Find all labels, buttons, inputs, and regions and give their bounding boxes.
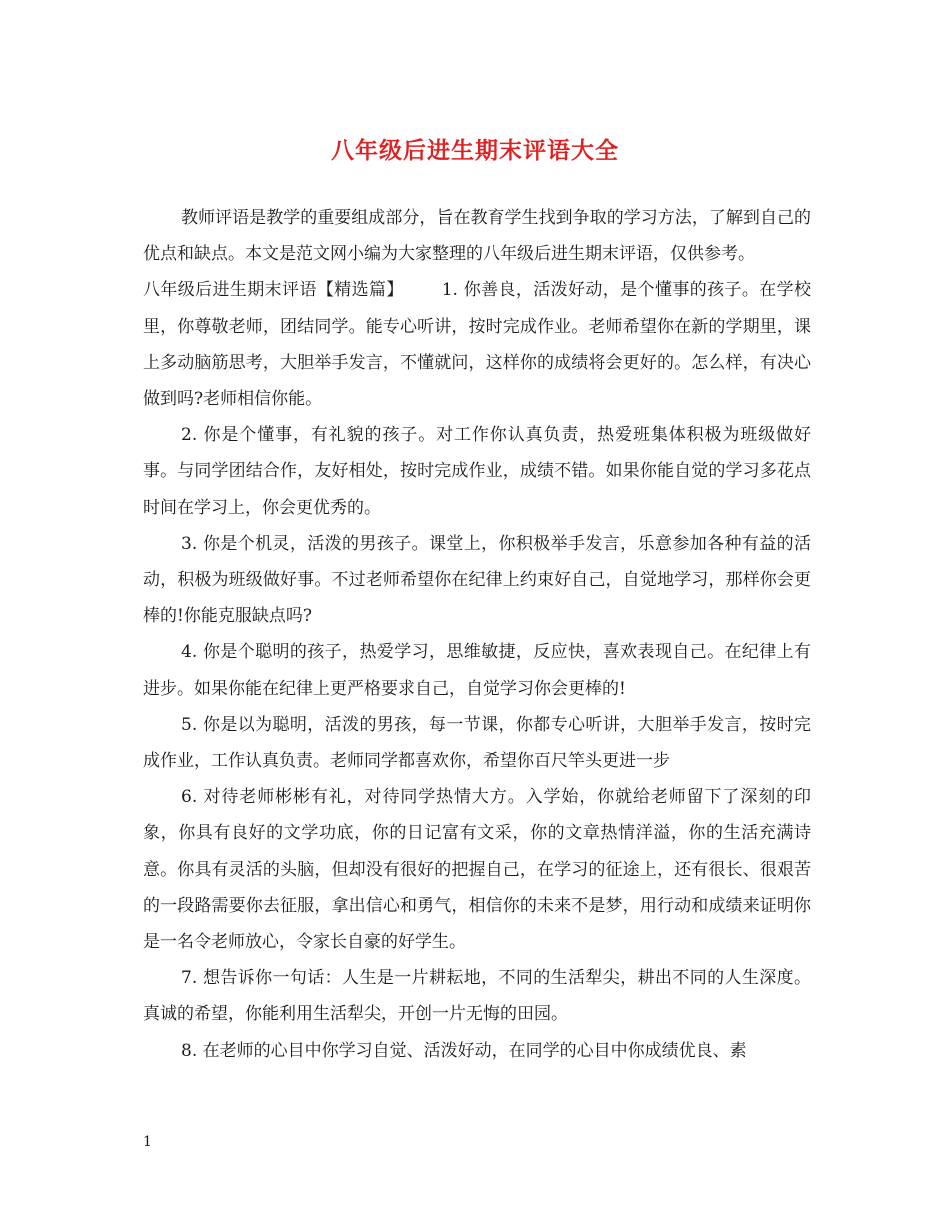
comment-paragraph-6: 6. 对待老师彬彬有礼，对待同学热情大方。入学始，你就给老师留下了深刻的印象，你具有良好的文学功底，你的日记富有文采，你的文章热情洋溢，你的生活充满诗意。你具有灵活的头脑，但却没有很好的把握自己，在学习的征途上，还有很长、很艰苦的一段路需要你去征服，拿出信心和勇气，相信你的未来不是梦，用行动和成绩来证明你是一名令老师放心，令家长自豪的好学生。 bbox=[143, 787, 811, 953]
comment-paragraph-1 bbox=[143, 272, 811, 417]
comment-paragraph-2: 2. 你是个懂事，有礼貌的孩子。对工作你认真负责，热爱班集体积极为班级做好事。与同学团结合作，友好相处，按时完成作业，成绩不错。如果你能自觉的学习多花点时间在学习上，你会更优秀的。 bbox=[143, 425, 811, 518]
page-number: 1 bbox=[143, 1134, 152, 1150]
page-title: 八年级后进生期末评语大全 bbox=[331, 137, 619, 164]
comment-text-1: 1. 你善良，活泼好动，是个懂事的孩子。在学校里，你尊敬老师，团结同学。能专心听讲，按时完成作业。老师希望你在新的学期里，课上多动脑筋思考，大胆举手发言，不懂就问，这样你的成绩将会更好的。怎么样，有决心做到吗?老师相信你能。 bbox=[143, 280, 811, 410]
section-heading: 八年级后进生期末评语【精选篇】 bbox=[143, 280, 404, 301]
intro-paragraph: 教师评语是教学的重要组成部分，旨在教育学生找到争取的学习方法，了解到自己的优点和缺点。本文是范文网小编为大家整理的八年级后进生期末评语，仅供参考。 bbox=[143, 208, 811, 265]
comment-paragraph-7: 7. 想告诉你一句话：人生是一片耕耘地，不同的生活犁尖，耕出不同的人生深度。真诚的希望，你能利用生活犁尖，开创一片无悔的田园。 bbox=[143, 968, 811, 1025]
comment-paragraph-3: 3. 你是个机灵，活泼的男孩子。课堂上，你积极举手发言，乐意参加各种有益的活动，积极为班级做好事。不过老师希望你在纪律上约束好自己，自觉地学习，那样你会更棒的!你能克服缺点吗? bbox=[143, 533, 811, 627]
document-body bbox=[143, 200, 811, 1069]
comment-paragraph-8: 8. 在老师的心目中你学习自觉、活泼好动，在同学的心目中你成绩优良、素 bbox=[181, 1040, 747, 1061]
comment-paragraph-4: 4. 你是个聪明的孩子，热爱学习，思维敏捷，反应快，喜欢表现自己。在纪律上有进步。如果你能在纪律上更严格要求自己，自觉学习你会更棒的! bbox=[143, 642, 811, 699]
comment-paragraph-5: 5. 你是以为聪明，活泼的男孩，每一节课，你都专心听讲，大胆举手发言，按时完成作业，工作认真负责。老师同学都喜欢你，希望你百尺竿头更进一步 bbox=[143, 714, 811, 772]
